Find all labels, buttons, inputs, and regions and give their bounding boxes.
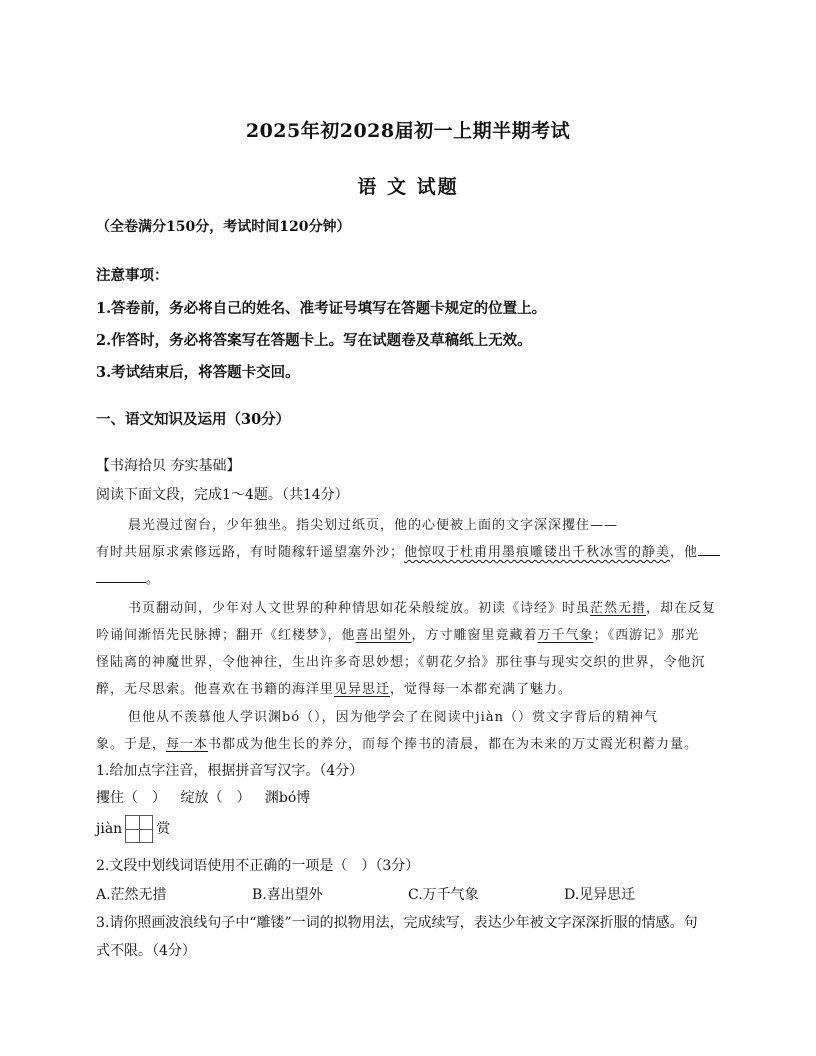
q2-option-a: A.茫然无措	[96, 887, 167, 903]
tianzige-box	[125, 815, 153, 843]
passage-line	[96, 733, 698, 752]
q1-char: 赏	[156, 821, 171, 837]
passage-text: 。	[146, 572, 161, 587]
passage-line	[96, 678, 572, 697]
passage-text: 吟诵间渐悟先民脉搏；翻开《红楼梦》，他	[96, 628, 356, 643]
passage-text: ）赏文字背后的精神气	[517, 710, 658, 725]
passage-text: ，方寸雕窗里竟藏着	[411, 628, 538, 643]
question-2: 2.文段中划线词语使用不正确的一项是（ ）（3分）	[96, 858, 420, 874]
passage-text: ，觉得每一本都充满了魅力。	[390, 682, 573, 697]
passage-line	[128, 706, 658, 725]
passage-text: ，却在反复	[646, 601, 717, 616]
passage-text: 书页翻动间，少年对人文世界的种种情思如花朵般绽放。初读《诗经》时虽	[128, 601, 591, 616]
question-1-items	[96, 787, 310, 807]
passage-line: 怪陆离的神魔世界，令他神往，生出许多奇思妙想；《朝花夕拾》那往事与现实交织的世界，令他沉	[96, 655, 706, 670]
passage-line	[128, 597, 716, 616]
notice-heading: 注意事项：	[96, 267, 169, 284]
passage-text: ；《西游记》那光	[593, 628, 700, 643]
wavy-sentence: 他惊叹于杜甫用墨痕雕镂出千秋冰雪的静美	[404, 545, 671, 560]
passage-text: 醉，无尽思索。他喜欢在书籍的海洋里	[96, 682, 335, 697]
passage-text: 象。于是，	[96, 737, 167, 752]
question-1: 1.给加点字注音，根据拼音写汉字。（4分）	[96, 763, 364, 779]
underlined-word: 喜出望外	[355, 628, 412, 643]
passage-line	[96, 541, 720, 560]
answer-blank	[96, 569, 146, 583]
passage-line: 晨光漫过窗台，少年独坐。指尖划过纸页，他的心便被上面的文字深深攫住——	[128, 518, 619, 533]
passage-text: ），因为他学会了在阅读中jiàn（	[314, 710, 518, 725]
underlined-word: 万千气象	[537, 628, 594, 643]
q2-option-d: D.见异思迁	[564, 887, 636, 903]
q1-pinyin: jiàn	[96, 821, 123, 837]
answer-blank	[698, 542, 720, 556]
q1-item: 渊bó博	[264, 790, 311, 806]
question-3: 3.请你照画波浪线句子中“雕镂”一词的拟物用法，完成续写，表达少年被文字深深折服的情感。句	[96, 915, 698, 931]
q2-option-b: B.喜出望外	[252, 887, 323, 903]
passage-text: ，他	[670, 545, 699, 560]
passage-line	[96, 568, 160, 587]
q2-option-c: C.万千气象	[408, 887, 479, 903]
notice-item-2: 2.作答时，务必将答案写在答题卡上。写在试题卷及草稿纸上无效。	[96, 332, 532, 349]
passage-text: 有时共屈原求索修远路，有时随稼轩遥望塞外沙；	[96, 545, 405, 560]
passage-text: 书都成为他生长的养分，而每个捧书的清晨，都在为未来的万丈霞光积蓄力量。	[208, 737, 699, 752]
passage-intro: 阅读下面文段，完成1～4题。（共14分）	[96, 487, 349, 503]
score-note: （全卷满分150分，考试时间120分钟）	[96, 219, 351, 235]
underlined-word: 每一本	[166, 737, 209, 752]
question-3-cont: 式不限。（4分）	[96, 943, 196, 959]
q1-writing-box	[96, 815, 170, 843]
q1-item: 绽放（ ）	[180, 790, 251, 806]
section-heading: 一、语文知识及运用（30分）	[96, 411, 291, 428]
block-title: 【书海拾贝 夯实基础】	[96, 458, 241, 474]
notice-item-1: 1.答卷前，务必将自己的姓名、准考证号填写在答题卡规定的位置上。	[96, 300, 547, 317]
underlined-word: 茫然无措	[590, 601, 647, 616]
exam-title: 2025年初2028届初一上期半期考试	[245, 120, 571, 142]
passage-text: 但他从不羡慕他人学识渊bó（	[128, 710, 315, 725]
q1-item: 攫住（ ）	[96, 790, 166, 806]
passage-line	[96, 624, 699, 643]
notice-item-3: 3.考试结束后，将答题卡交回。	[96, 364, 300, 381]
underlined-word: 见异思迁	[334, 682, 391, 697]
exam-subtitle: 语 文 试题	[357, 176, 459, 198]
